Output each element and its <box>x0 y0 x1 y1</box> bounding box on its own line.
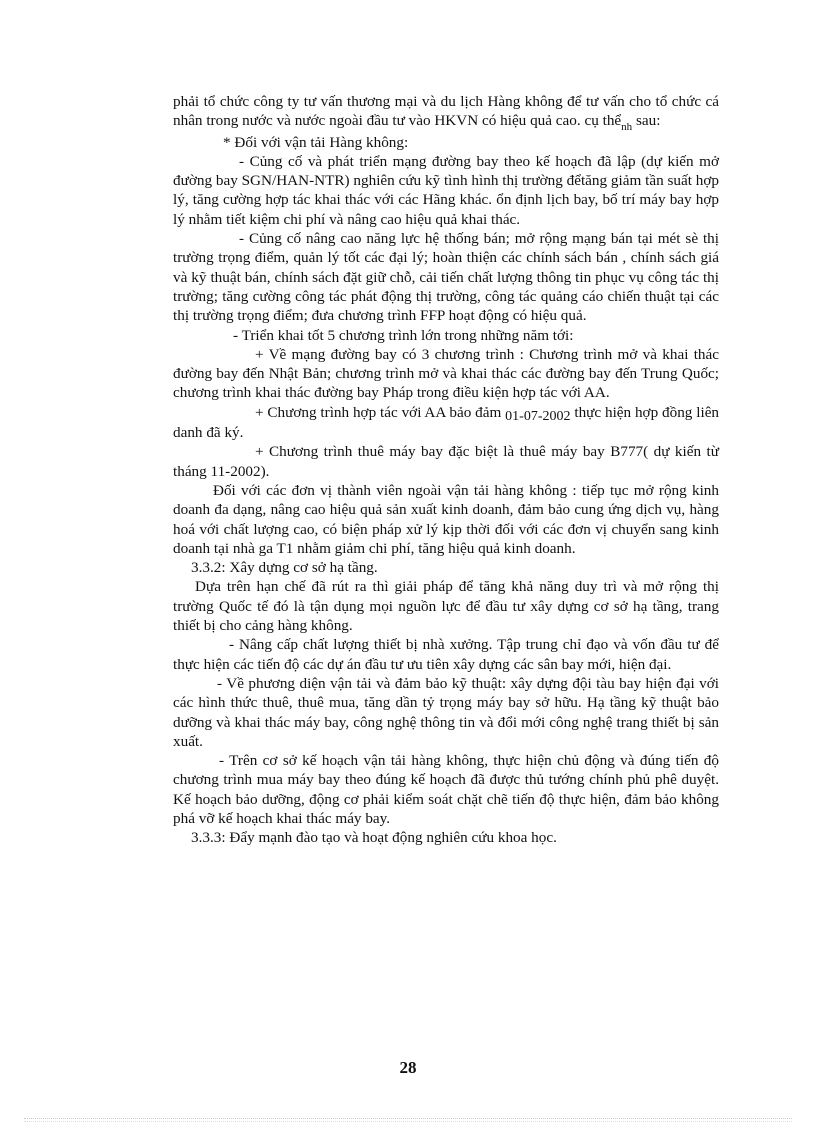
paragraph-text: thực hiện hợp đồng liên danh đã ký. <box>173 403 720 442</box>
section-heading-3-3-3: 3.3.3: Đẩy mạnh đào tạo và hoạt động nghiên cứu khoa học. <box>191 829 557 847</box>
plus-aircraft-lease: + Chương trình thuê máy bay đặc biệt là thuê máy bay B777( dự kiến từ tháng 11-2002). <box>173 443 719 480</box>
section-heading-3-3-2: 3.3.2: Xây dựng cơ sở hạ tầng. <box>191 559 378 577</box>
subheading-air-transport: * Đối với vận tải Hàng không: <box>223 133 409 151</box>
paragraph-text: phải tổ chức công ty tư vấn thương mại và du lịch Hàng không để tư vấn cho tổ chức cá nhân trong nước và nước ngoài đầu tư vào HKVN có hiệu quả cao. cụ thể <box>173 93 719 130</box>
paragraph-member-units: Đối với các đơn vị thành viên ngoài vận tải hàng không : tiếp tục mở rộng kinh doanh đa dạng, nâng cao hiệu quả sản xuất kinh doanh, đảm bảo cung ứng dịch vụ, hàng hoá với chất lượng cao, có biện pháp xử lý kịp thời đối với các đơn vị chuyển sang kinh doanh tại nhà ga T1 nhằm giảm chi phí, tăng hiệu quả kinh doanh. <box>173 481 719 557</box>
paragraph-text: + Chương trình hợp tác với AA bảo đảm <box>255 403 502 421</box>
paragraph-text: sau: <box>635 112 661 130</box>
bullet-equipment-upgrade: - Nâng cấp chất lượng thiết bị nhà xưởng. Tập trung chỉ đạo và vốn đầu tư để thực hiện các tiến độ các dự án đầu tư ưu tiên xây dựng các sân bay mới, hiện đại. <box>173 636 719 673</box>
date-text: 01-07-2002 <box>505 408 571 424</box>
page-number: 28 <box>399 1058 417 1077</box>
plus-route-programs: + Về mạng đường bay có 3 chương trình : Chương trình mở và khai thác đường bay đến Nhật Bản; chương trình mở và khai thác các đường bay đến Trung Quốc; chương trình khai thác đường bay Pháp trong điều kiện hợp tác với AA. <box>173 345 719 402</box>
inline-fragment: nh <box>621 121 633 134</box>
body-text <box>173 92 719 848</box>
bullet-route-network: - Củng cố và phát triển mạng đường bay theo kế hoạch đã lập (dự kiến mở đường bay SGN/HAN-NTR) nghiên cứu kỹ tình hình thị trường đểtăng giảm tần suất hợp lý, tăng cường hợp tác khai thác với các Hãng khác. ổn định lịch bay, bố trí máy bay hợp lý nhằm tiết kiệm chi phí và nâng cao hiệu quả khai thác. <box>173 152 719 228</box>
bullet-sales-system: - Củng cố nâng cao năng lực hệ thống bán; mở rộng mạng bán tại mét sè thị trường trọng điểm, quản lý tốt các đại lý; hoàn thiện các chính sách bán , chính sách giá và kỹ thuật bán, chính sách đặt giữ chỗ, cải tiến chất lượng thông tin phục vụ công tác thị trường; tăng cường công tác phát động thị trường, công tác quảng cáo chiến thuật tại các thị trường trọng điểm; đưa chương trình FFP hoạt động có hiệu quả. <box>173 230 719 325</box>
bullet-five-programs: - Triển khai tốt 5 chương trình lớn trong những năm tới: <box>233 326 574 344</box>
page-bottom-border <box>24 1121 792 1122</box>
paragraph-intro <box>173 92 719 133</box>
bullet-transport-technical: - Về phương diện vận tải và đảm bảo kỹ thuật: xây dựng đội tàu bay hiện đại với các hình thức thuê, thuê mua, tăng dần tỷ trọng máy bay sở hữu. Hạ tầng kỹ thuật bảo dưỡng và khai thác máy bay, công nghệ thông tin và đổi mới công nghệ trang thiết bị sản xuất. <box>173 674 719 750</box>
page-bottom-border <box>24 1118 792 1119</box>
bullet-aircraft-purchase: - Trên cơ sở kế hoạch vận tải hàng không, thực hiện chủ động và đúng tiến độ chương trình mua máy bay theo đúng kế hoạch đã được thủ tướng chính phủ phê duyệt. Kế hoạch bảo dưỡng, động cơ phải kiểm soát chặt chẽ tiến độ thực hiện, đảm bảo không phá vỡ kế hoạch khai thác máy bay. <box>173 752 719 827</box>
plus-aa-cooperation <box>173 403 719 443</box>
paragraph-infrastructure: Dựa trên hạn chế đã rút ra thì giải pháp để tăng khả năng duy trì và mở rộng thị trường Quốc tế đó là tận dụng mọi nguồn lực để đầu tư xây dựng cơ sở hạ tầng, trang thiết bị cho cảng hàng không. <box>173 578 719 635</box>
